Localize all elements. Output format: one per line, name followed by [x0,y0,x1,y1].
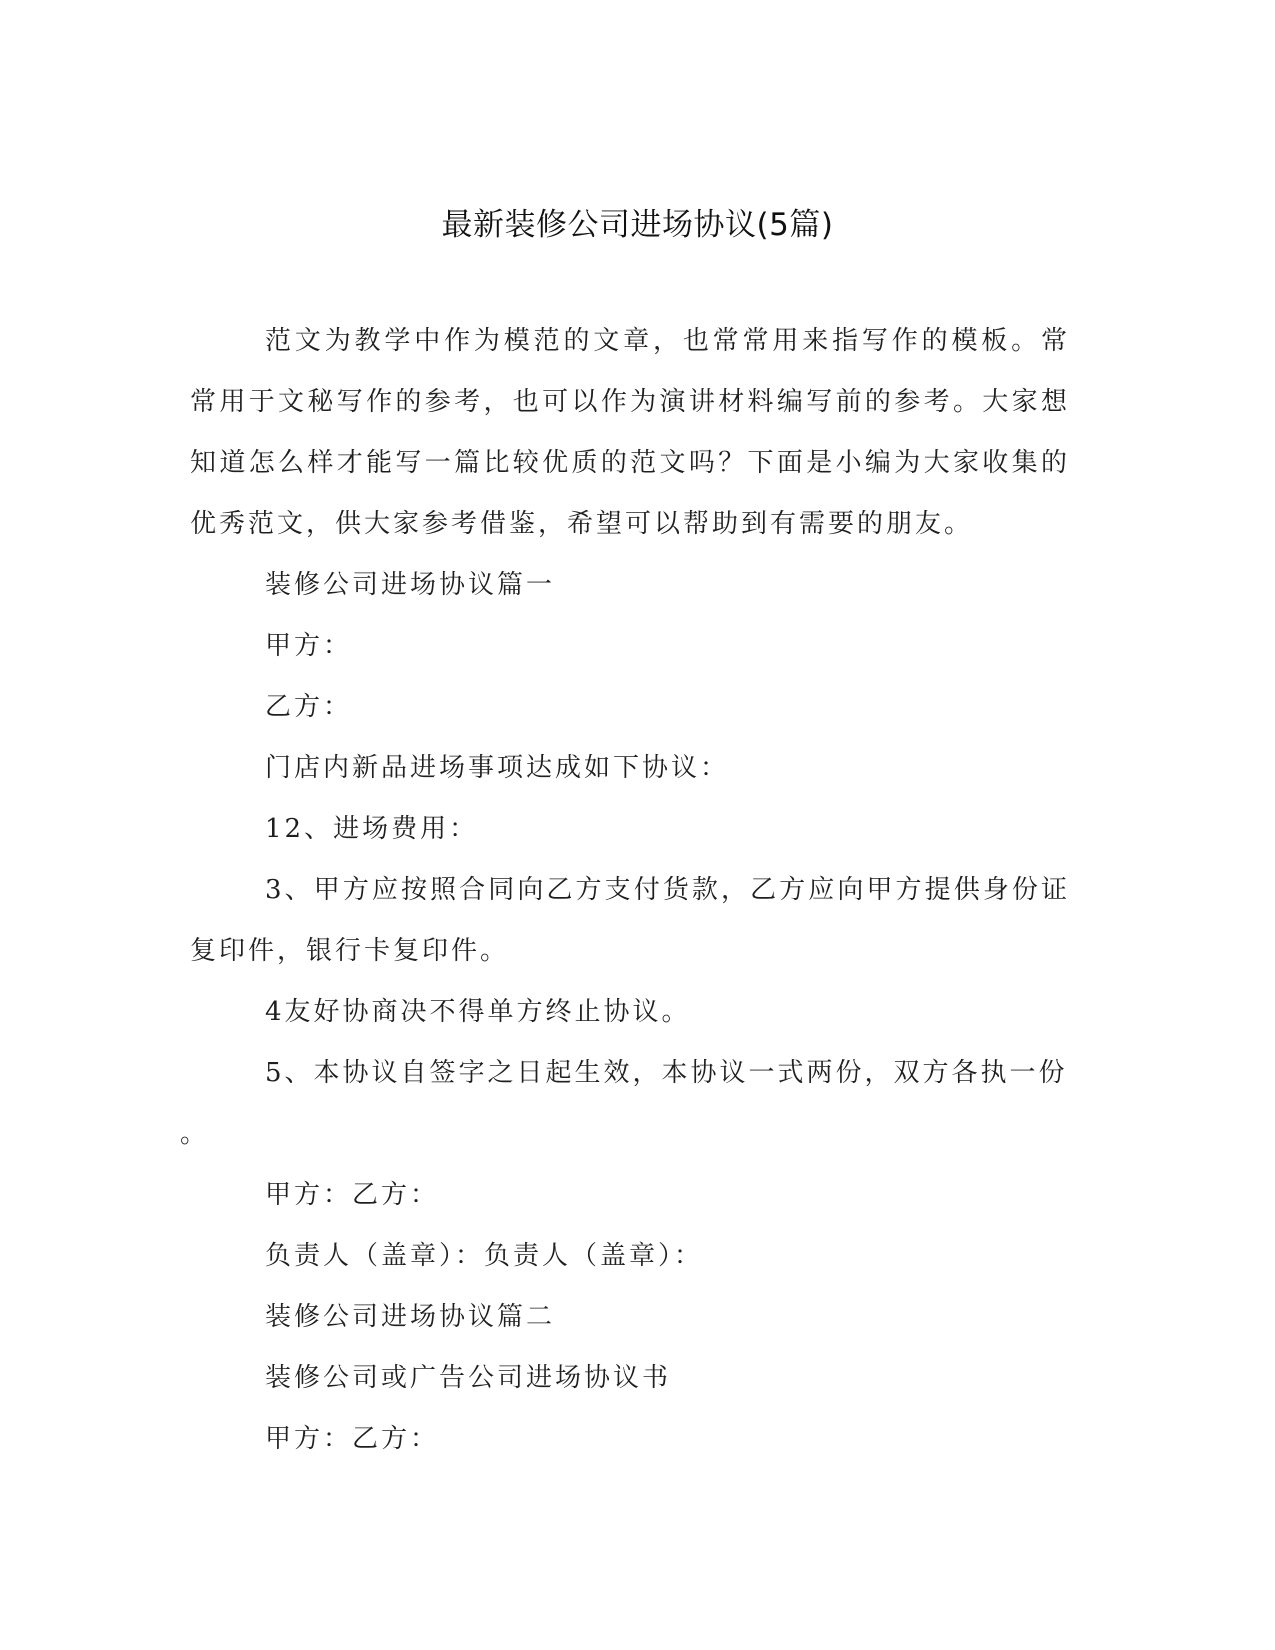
document-body [180,311,1070,1470]
clause-4-line: 4友好协商决不得单方终止协议。 [265,997,691,1027]
section-heading-1: 装修公司进场协议篇一 [265,570,556,600]
agreement-intro-line: 门店内新品进场事项达成如下协议： [265,753,730,783]
signature-parties-line-2: 甲方：乙方： [265,1424,440,1454]
party-b-line: 乙方： [265,692,353,722]
signature-parties-line: 甲方：乙方： [265,1180,440,1210]
document-title: 最新装修公司进场协议(5篇) [441,207,834,243]
signature-persons-line: 负责人（盖章）：负责人（盖章）： [265,1241,704,1271]
clause-5-end-mark: 。 [180,1119,210,1149]
clause-3-paragraph: 3、甲方应按照合同向乙方支付货款，乙方应向甲方提供身份证复印件，银行卡复印件。 [190,875,1070,966]
section-subtitle-2: 装修公司或广告公司进场协议书 [265,1363,672,1393]
intro-paragraph: 范文为教学中作为模范的文章，也常常用来指写作的模板。常常用于文秘写作的参考，也可以作为演讲材料编写前的参考。大家想知道怎么样才能写一篇比较优质的范文吗？下面是小编为大家收集的优秀范文，供大家参考借鉴，希望可以帮助到有需要的朋友。 [190,326,1070,539]
section-heading-2: 装修公司进场协议篇二 [265,1302,556,1332]
clause-12-line: 12、进场费用： [265,814,479,844]
party-a-line: 甲方： [265,631,353,661]
clause-5-line: 5、本协议自签字之日起生效，本协议一式两份，双方各执一份 [265,1058,1068,1088]
